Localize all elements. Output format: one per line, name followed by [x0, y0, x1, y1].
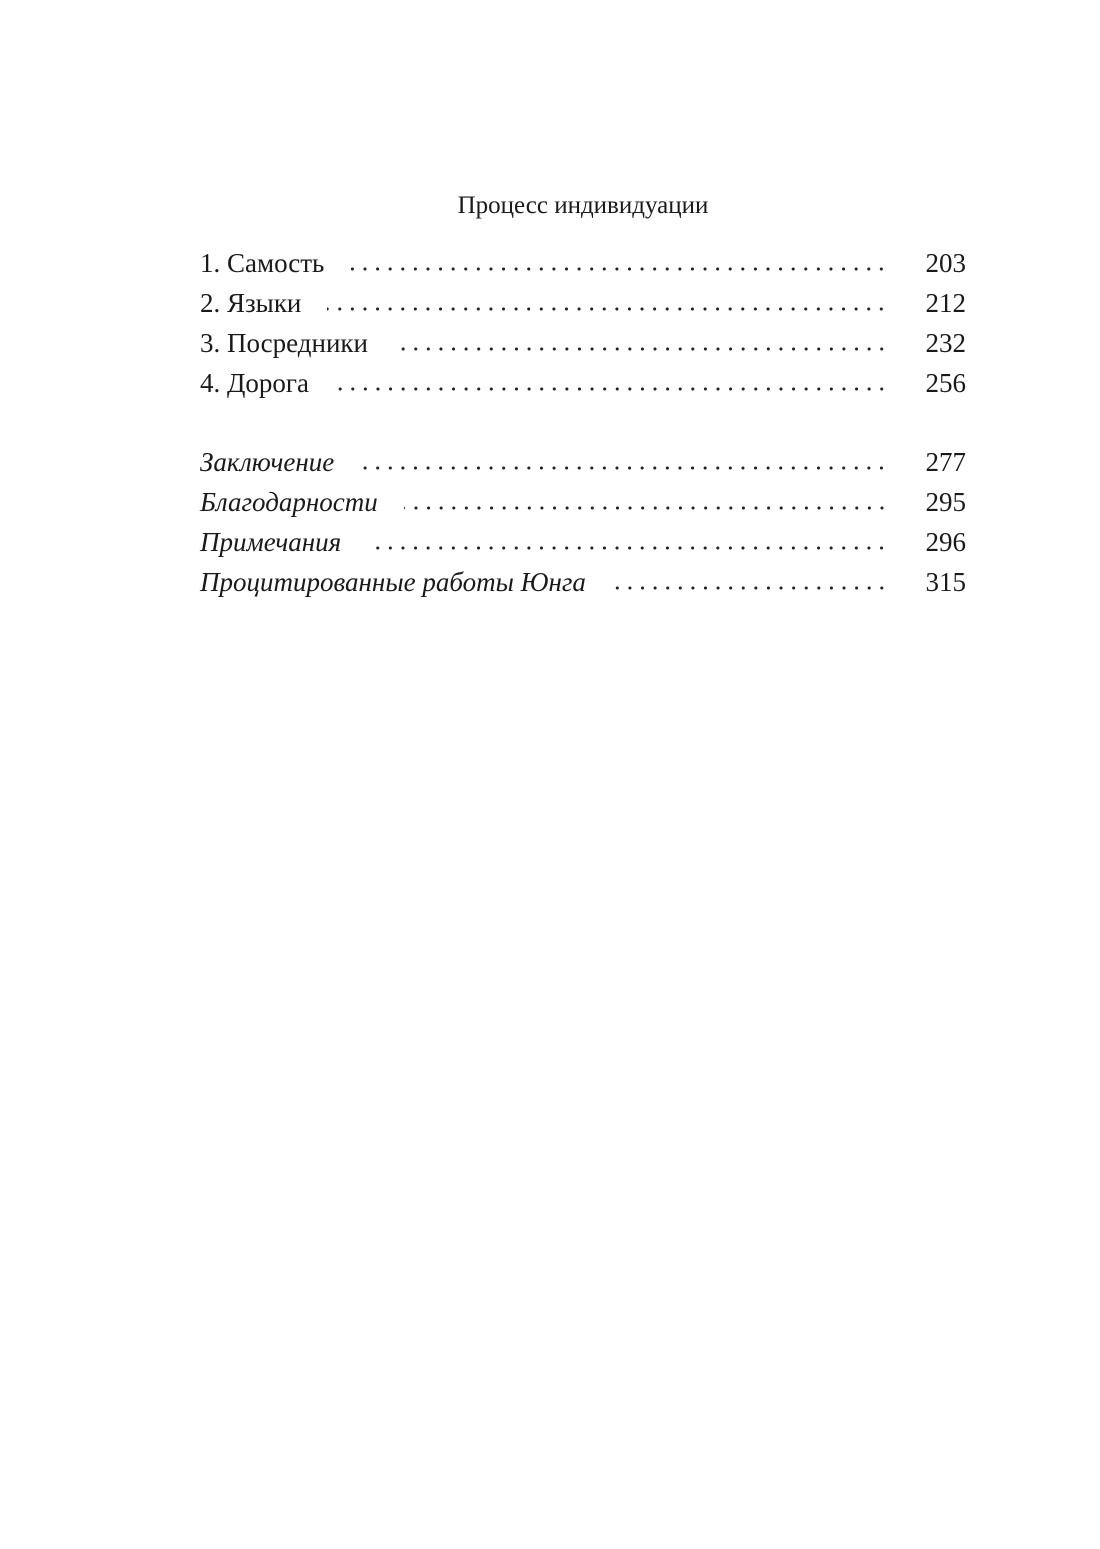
toc-entry[interactable] — [200, 567, 966, 607]
dot-leader — [360, 465, 888, 471]
dot-leader — [404, 505, 888, 511]
toc-entry-page: 203 — [925, 248, 966, 278]
toc-entry[interactable] — [200, 487, 966, 527]
toc-entry-page: 277 — [925, 447, 966, 477]
toc-entry-label: 2. Языки — [200, 288, 302, 318]
dot-leader — [350, 266, 888, 272]
dot-leader — [327, 306, 888, 312]
chapter-list — [200, 248, 966, 408]
toc-entry-page: 295 — [925, 487, 966, 517]
section-title: Процесс индивидуации — [457, 192, 709, 219]
dot-leader — [612, 585, 888, 591]
toc-entry-page: 296 — [925, 527, 966, 557]
toc-entry-label: Благодарности — [200, 487, 378, 517]
toc-entry[interactable] — [200, 527, 966, 567]
toc-entry[interactable] — [200, 288, 966, 328]
toc-entry[interactable] — [200, 368, 966, 408]
dot-leader — [335, 386, 888, 392]
toc-entry-page: 232 — [925, 328, 966, 358]
toc-entry[interactable] — [200, 248, 966, 288]
toc-entry-label: Примечания — [200, 527, 342, 557]
toc-entry-label: Процитированные работы Юнга — [200, 567, 586, 597]
toc-entry-label: 3. Посредники — [200, 328, 368, 358]
toc-entry-page: 256 — [925, 368, 966, 398]
toc-entry-label: Заключение — [200, 447, 335, 477]
back-matter-list — [200, 447, 966, 607]
toc-entry-page: 212 — [925, 288, 966, 318]
toc-entry[interactable] — [200, 328, 966, 368]
toc-entry-page: 315 — [925, 567, 966, 597]
dot-leader — [367, 545, 888, 551]
toc-entry[interactable] — [200, 447, 966, 487]
toc-entry-label: 1. Самость — [200, 248, 325, 278]
toc-entry-label: 4. Дорога — [200, 368, 309, 398]
dot-leader — [394, 346, 888, 352]
